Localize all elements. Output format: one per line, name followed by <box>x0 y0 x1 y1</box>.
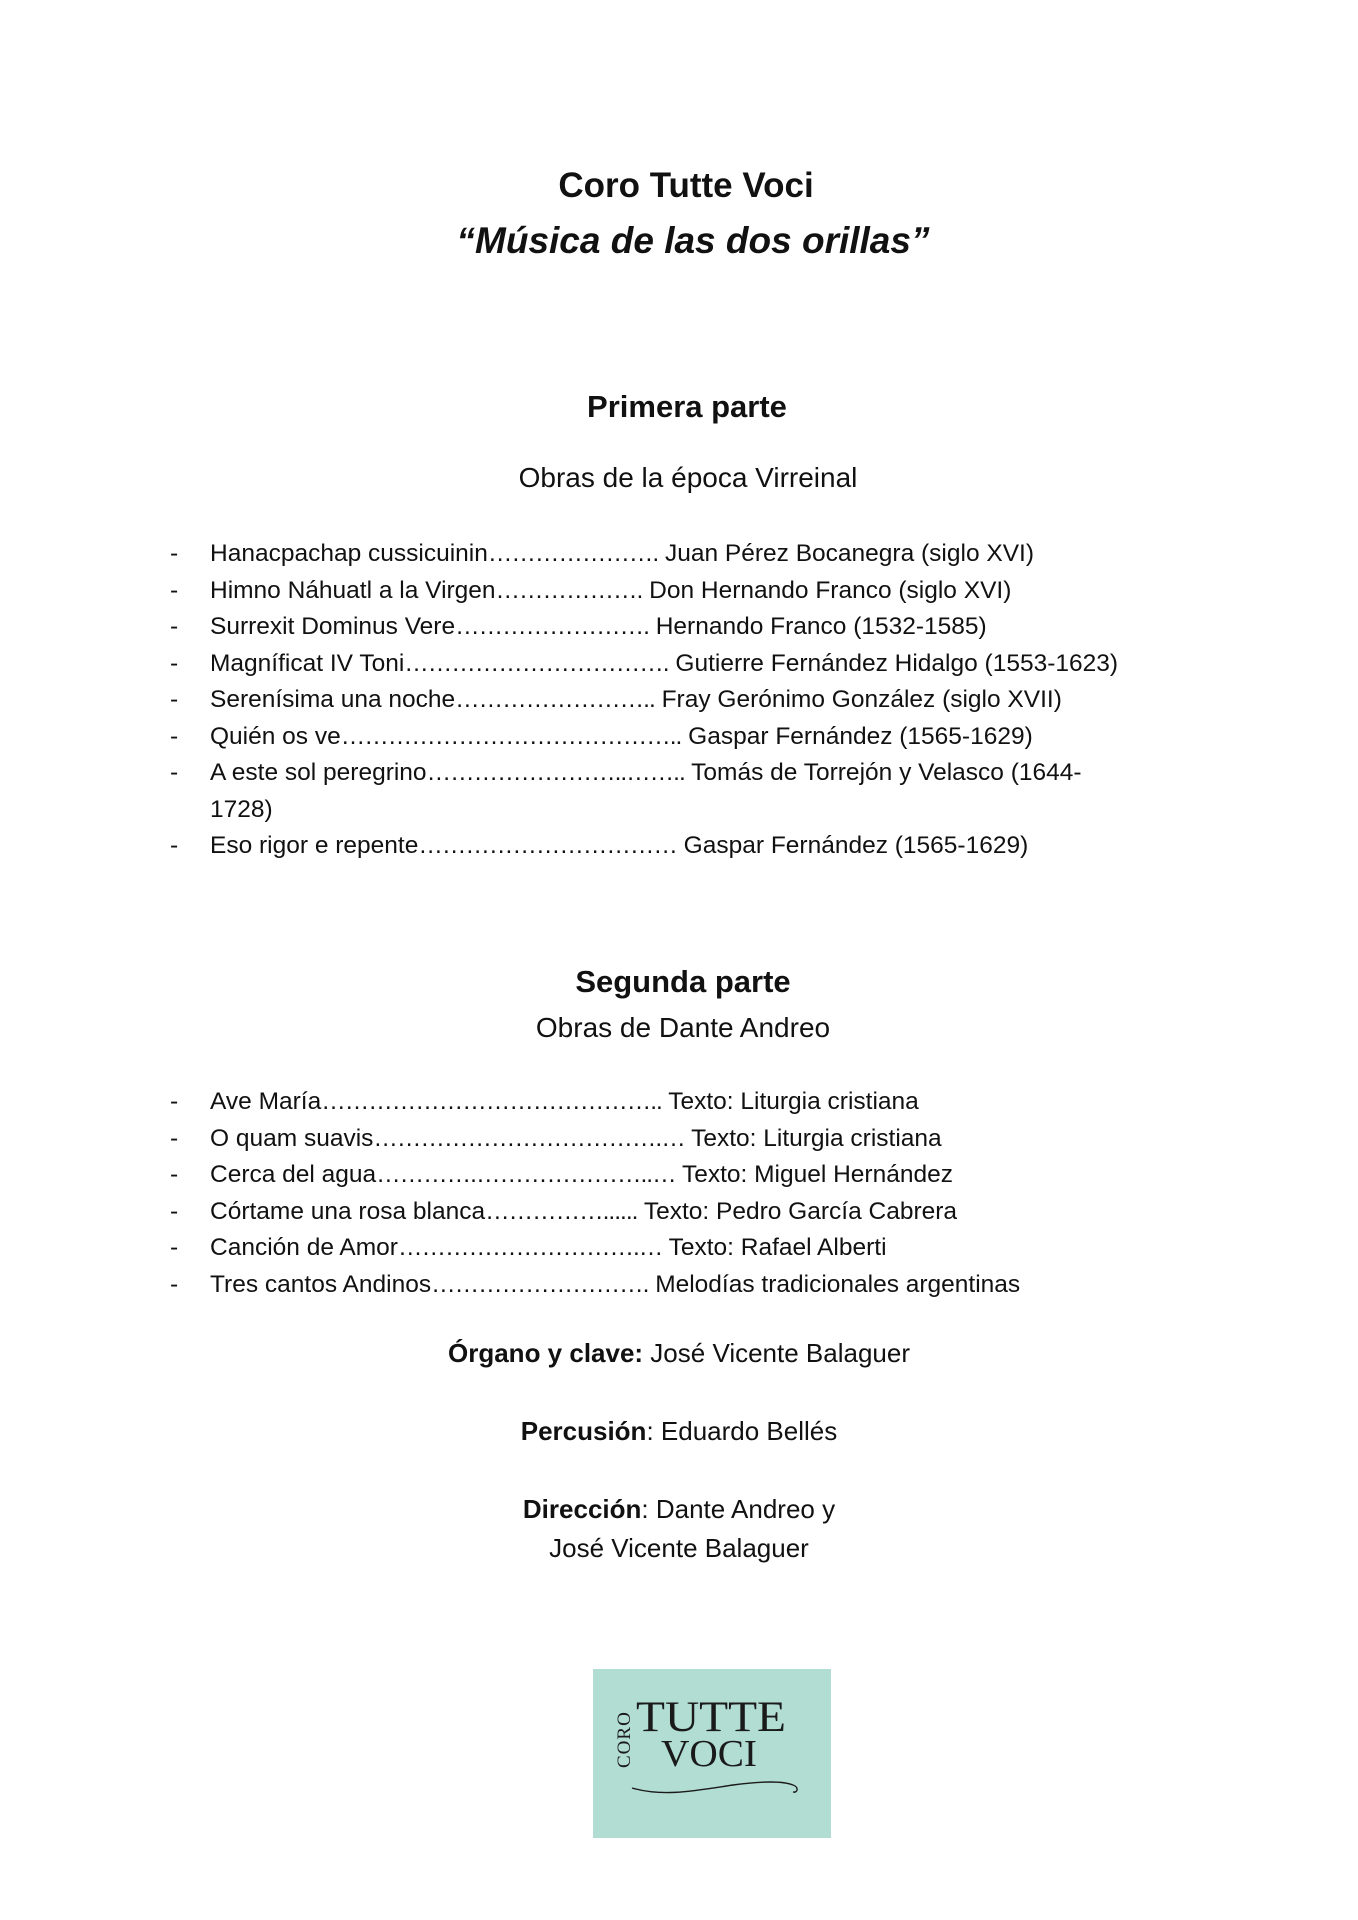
work-title: Hanacpachap cussicuinin <box>210 540 488 567</box>
bullet-dash: - <box>170 1088 179 1115</box>
credit-percussion-value: : Eduardo Bellés <box>646 1416 838 1446</box>
work-author: Melodías tradicionales argentinas <box>648 1270 1021 1298</box>
dot-leader: …………………. <box>487 540 659 567</box>
credit-direction <box>0 1494 1358 1525</box>
choir-logo-graphic <box>593 1669 831 1838</box>
work-title: Himno Náhuatl a la Virgen <box>210 576 496 604</box>
work-title: Cerca del agua <box>210 1161 377 1188</box>
part1-subtitle: Obras de la época Virreinal <box>518 462 858 493</box>
bullet-dash: - <box>170 540 179 567</box>
dot-leader: ……………………..…….. <box>426 759 685 786</box>
logo-flourish-icon <box>632 1782 797 1793</box>
dot-leader: ………………………….… <box>397 1234 663 1261</box>
bullet-dash: - <box>170 722 179 750</box>
work-title: Serenísima una noche <box>210 686 456 713</box>
dot-leader: ……………………………….… <box>373 1124 685 1152</box>
work-title: Eso rigor e repente <box>210 832 419 859</box>
bullet-dash: - <box>170 759 179 786</box>
bullet-dash: - <box>170 1197 179 1225</box>
list-item <box>168 1230 1020 1267</box>
credit-organ-label: Órgano y clave: <box>448 1338 644 1368</box>
dot-leader: ……………………. <box>455 613 649 640</box>
dot-leader: ……………...... <box>485 1197 638 1225</box>
logo-tutte-text: TUTTE <box>636 1694 786 1741</box>
work-author: Texto: Miguel Hernández <box>675 1161 953 1188</box>
list-item <box>168 573 1130 610</box>
work-title: Ave María <box>210 1088 322 1115</box>
dot-leader: ……………………………. <box>404 649 669 677</box>
work-title: A este sol peregrino <box>210 759 427 786</box>
work-title: Tres cantos Andinos <box>210 1270 432 1298</box>
list-item <box>168 609 1130 646</box>
bullet-dash: - <box>170 686 179 713</box>
dot-leader: …………………………………….. <box>321 1088 662 1115</box>
bullet-dash: - <box>170 613 179 640</box>
part2-program-list <box>168 1084 1020 1303</box>
list-item <box>168 719 1130 756</box>
bullet-dash: - <box>170 1270 179 1298</box>
list-item <box>168 536 1130 573</box>
part1-title: Primera parte <box>587 389 787 424</box>
work-title: Surrexit Dominus Vere <box>210 613 456 640</box>
dot-leader: ………………. <box>495 576 643 604</box>
work-author: Gaspar Fernández (1565-1629) <box>676 832 1029 859</box>
credit-organ <box>0 1338 1358 1369</box>
bullet-dash: - <box>170 649 179 677</box>
credit-direction-label: Dirección <box>522 1494 642 1524</box>
credit-percussion-label: Percusión <box>520 1416 647 1446</box>
work-title: Córtame una rosa blanca <box>210 1197 486 1225</box>
dot-leader: …………………………………….. <box>340 722 682 750</box>
list-item <box>168 1194 1020 1231</box>
work-author: Fray Gerónimo González (siglo XVII) <box>654 686 1062 713</box>
logo-coro-text: CORO <box>614 1711 635 1768</box>
list-item <box>168 1121 1020 1158</box>
part2-subtitle: Obras de Dante Andreo <box>535 1012 831 1043</box>
work-author: Texto: Rafael Alberti <box>662 1234 887 1261</box>
credit-direction-line2: José Vicente Balaguer <box>549 1533 809 1563</box>
work-author: Texto: Liturgia cristiana <box>684 1124 942 1152</box>
bullet-dash: - <box>170 576 179 604</box>
list-item <box>168 682 1130 719</box>
page-subtitle: “Música de las dos orillas” <box>456 220 930 261</box>
logo-voci-text: VOCI <box>661 1733 757 1775</box>
list-item <box>168 755 1130 828</box>
dot-leader: …………………….. <box>455 686 655 713</box>
work-title: Magníficat IV Toni <box>210 649 405 677</box>
credit-direction-value: : Dante Andreo y <box>641 1494 836 1524</box>
bullet-dash: - <box>170 1124 179 1152</box>
dot-leader: ………………………. <box>431 1270 649 1298</box>
list-item <box>168 1084 1020 1121</box>
list-item <box>168 1267 1020 1304</box>
credit-percussion <box>0 1416 1358 1447</box>
work-author: Texto: Liturgia cristiana <box>661 1088 919 1115</box>
bullet-dash: - <box>170 832 179 859</box>
credit-organ-value: José Vicente Balaguer <box>643 1338 910 1368</box>
work-author: Juan Pérez Bocanegra (siglo XVI) <box>658 540 1035 567</box>
work-title: Quién os ve <box>210 722 341 750</box>
list-item <box>168 1157 1020 1194</box>
work-title: Canción de Amor <box>210 1234 398 1261</box>
bullet-dash: - <box>170 1161 179 1188</box>
work-author: Gutierre Fernández Hidalgo (1553-1623) <box>668 649 1119 677</box>
part1-program-list <box>168 536 1130 865</box>
work-author: Hernando Franco (1532-1585) <box>648 613 987 640</box>
work-author: Gaspar Fernández (1565-1629) <box>681 722 1033 750</box>
page-title: Coro Tutte Voci <box>558 166 814 205</box>
work-author: Texto: Pedro García Cabrera <box>637 1197 958 1225</box>
work-author: Don Hernando Franco (siglo XVI) <box>642 576 1012 604</box>
choir-logo <box>593 1669 831 1838</box>
list-item <box>168 646 1130 683</box>
list-item <box>168 828 1130 865</box>
bullet-dash: - <box>170 1234 179 1261</box>
work-title: O quam suavis <box>210 1124 374 1152</box>
dot-leader: ………….…………………..… <box>376 1161 676 1188</box>
dot-leader: …………………………… <box>418 832 677 859</box>
part2-title: Segunda parte <box>575 964 791 999</box>
work-author: Tomás de Torrejón y Velasco (1644-1728) <box>210 759 1082 823</box>
